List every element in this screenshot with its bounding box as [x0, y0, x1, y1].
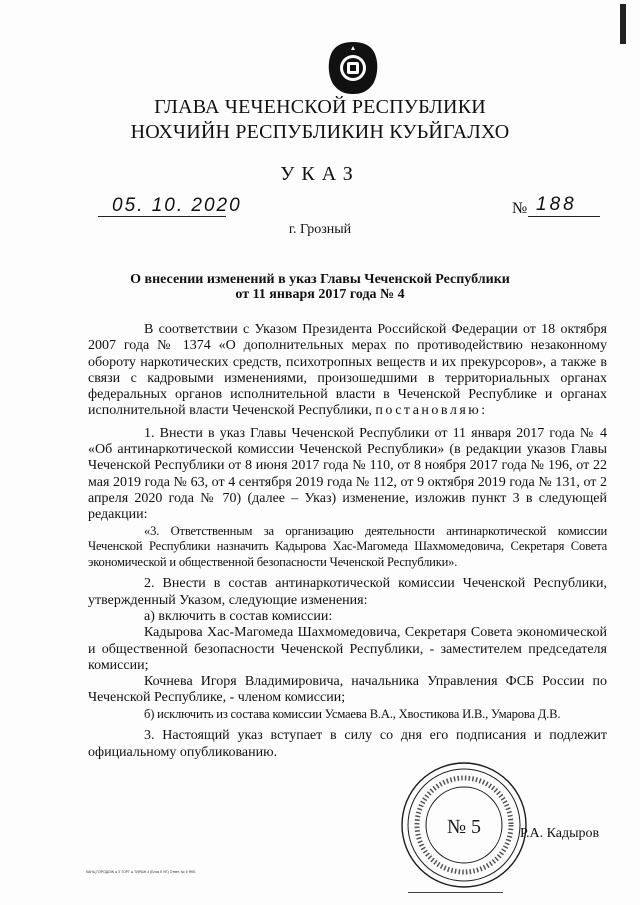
state-emblem-icon	[323, 40, 383, 96]
issuer-title-russian: ГЛАВА ЧЕЧЕНСКОЙ РЕСПУБЛИКИ	[154, 96, 486, 118]
issuer-title-chechen: НОХЧИЙН РЕСПУБЛИКИН КУЬЙГАЛХО	[130, 121, 510, 143]
footer-print-code: КАНЦ ГОРОДОЖ ● 3 ТОРГ ● ТИРАЖ 4 (Блок 5 УЕ) Ответ. № 5 ФКБ	[86, 870, 196, 874]
document-type: УКАЗ	[280, 163, 360, 185]
date-underline	[98, 216, 226, 217]
bottom-rule	[408, 892, 503, 893]
item-1-paragraph: 1. Внести в указ Главы Чеченской Республики от 11 января 2017 года № 4 «Об антинаркотической комиссии Чеченской Республики» (в редакции указов Главы Чеченской Республики от 8 июня 2017 года № 110, от 8 ноября 2017 года № 196, от 22 мая 2019 года № 63, от 4 сентября 2019 года № 112, от 9 октября 2019 года № 131, от 2 апреля 2020 года № 70) (далее – Указ) изменение, изложив пункт 3 в следующей редакции:	[88, 425, 607, 523]
handwritten-number: 188	[536, 194, 577, 215]
item-2b-exclusion: б) исключить из состава комиссии Усмаева В.А., Хвостикова И.В., Умарова Д.В.	[144, 706, 561, 721]
official-seal-stamp	[399, 760, 529, 890]
handwritten-date: 05. 10. 2020	[112, 195, 242, 216]
signer-name: Р.А. Кадыров	[520, 826, 600, 841]
item-3-paragraph: 3. Настоящий указ вступает в силу со дня его подписания и подлежит официальному опубликованию.	[88, 728, 607, 760]
item-2-paragraph: 2. Внести в состав антинаркотической комиссии Чеченской Республики, утвержденный Указом, следующие изменения:	[88, 576, 607, 608]
item-2a-heading: а) включить в состав комиссии:	[144, 608, 333, 624]
preamble-text: В соответствии с Указом Президента Российской Федерации от 18 октября 2007 года № 1374 «О дополнительных мерах по противодействию незаконному обороту наркотических средств, психотропных веществ и их прекурсоров», а также в связи с кадровыми изменениями, произошедшими в территориальных органах федеральных органов исполнительной власти в Чеченской Республике и органах исполнительной власти Чеченской Республики,	[88, 322, 607, 419]
scan-edge-mark	[620, 4, 626, 44]
title-line-1: О внесении изменений в указ Главы Чеченской Республики	[130, 272, 510, 287]
item-2a-member-2: Кочнева Игоря Владимировича, начальника Управления ФСБ России по Чеченской Республике, - членом комиссии;	[88, 674, 607, 706]
preamble-paragraph	[88, 322, 607, 420]
item-1-quote: «3. Ответственным за организацию деятельности антинаркотической комиссии Чеченской Республики назначить Кадырова Хас-Магомеда Шахмомедовича, Секретаря Совета экономической и общественной безопасности Чеченской Республики».	[88, 523, 607, 569]
number-underline	[528, 216, 600, 217]
operative-word: постановляю:	[375, 403, 488, 419]
number-label: №	[512, 200, 528, 217]
city-line: г. Грозный	[288, 222, 352, 237]
item-2a-member-1: Кадырова Хас-Магомеда Шахмомедовича, Секретаря Совета экономической и общественной безопасности Чеченской Республики, - заместителем председателя комиссии;	[88, 625, 607, 673]
seal-number: № 5	[446, 816, 482, 838]
title-line-2: от 11 января 2017 года № 4	[235, 287, 405, 302]
decree-body	[88, 322, 607, 761]
decree-title	[60, 272, 580, 302]
